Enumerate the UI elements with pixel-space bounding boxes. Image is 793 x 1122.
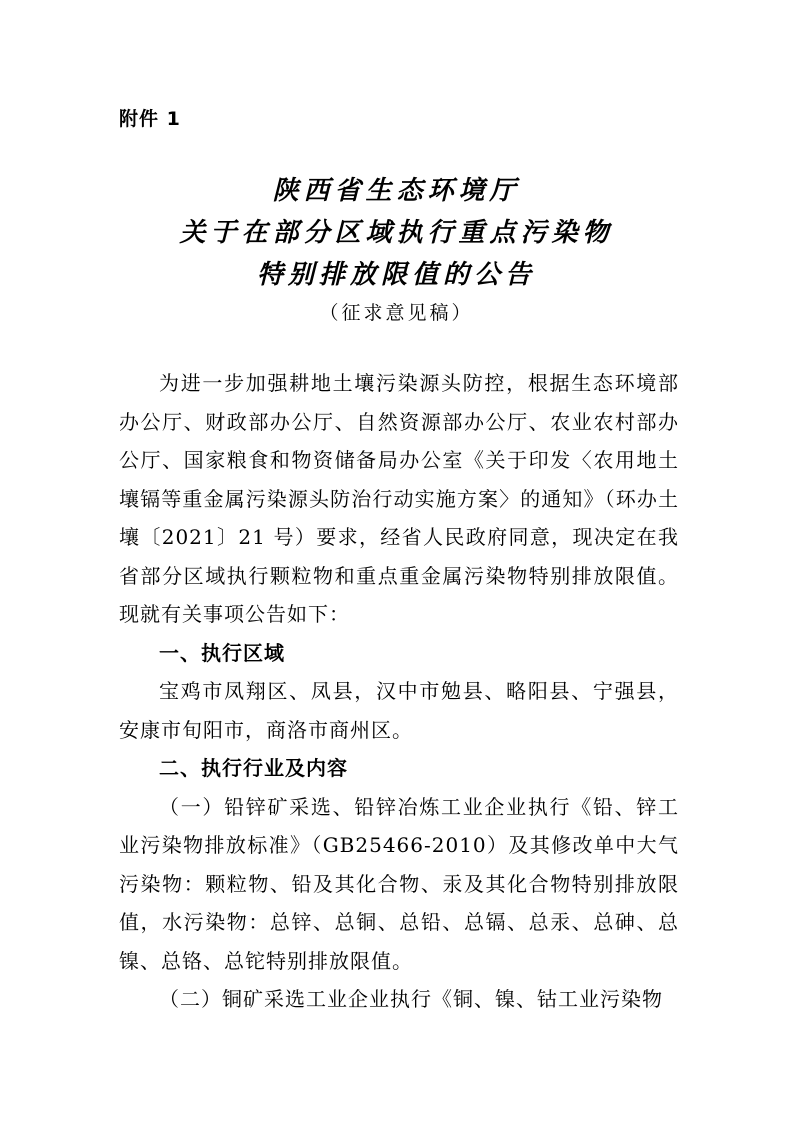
section-2-heading: 二、执行行业及内容 (159, 756, 348, 780)
section-1-heading: 一、执行区域 (159, 640, 285, 665)
intro-paragraph: 为进一步加强耕地土壤污染源头防控，根据生态环境部办公厅、财政部办公厅、自然资源部办公厅、农业农村部办公厅、国家粮食和物资储备局办公室《关于印发〈农用地土壤镉等重金属污染源头防治行动实施方案〉的通知》（环办土壤〔2021〕21 号）要求，经省人民政府同意，现决定在我省部分区域执行颗粒物和重点重金属污染物特别排放限值。现就有关事项公告如下： (119, 371, 679, 626)
section-2-item-2: （二）铜矿采选工业企业执行《铜、镍、钴工业污染物 (159, 987, 663, 1011)
draft-subtitle: （征求意见稿） (319, 302, 474, 324)
attachment-label: 附件 1 (119, 108, 181, 130)
title-line-3: 特别排放限值的公告 (256, 260, 536, 290)
document-body (119, 364, 679, 1019)
section-2-item-1: （一）铅锌矿采选、铅锌冶炼工业企业执行《铅、锌工业污染物排放标准》（GB25466-2010）及其修改单中大气污染物：颗粒物、铅及其化合物、汞及其化合物特别排放限值，水污染物：总锌、总铜、总铅、总镉、总汞、总砷、总镍、总铬、总铊特别排放限值。 (119, 794, 679, 973)
section-1-paragraph: 宝鸡市凤翔区、凤县，汉中市勉县、略阳县、宁强县，安康市旬阳市，商洛市商州区。 (119, 679, 679, 742)
title-line-1: 陕西省生态环境厅 (272, 176, 521, 206)
title-line-2: 关于在部分区域执行重点污染物 (179, 218, 614, 248)
document-title (0, 170, 793, 330)
